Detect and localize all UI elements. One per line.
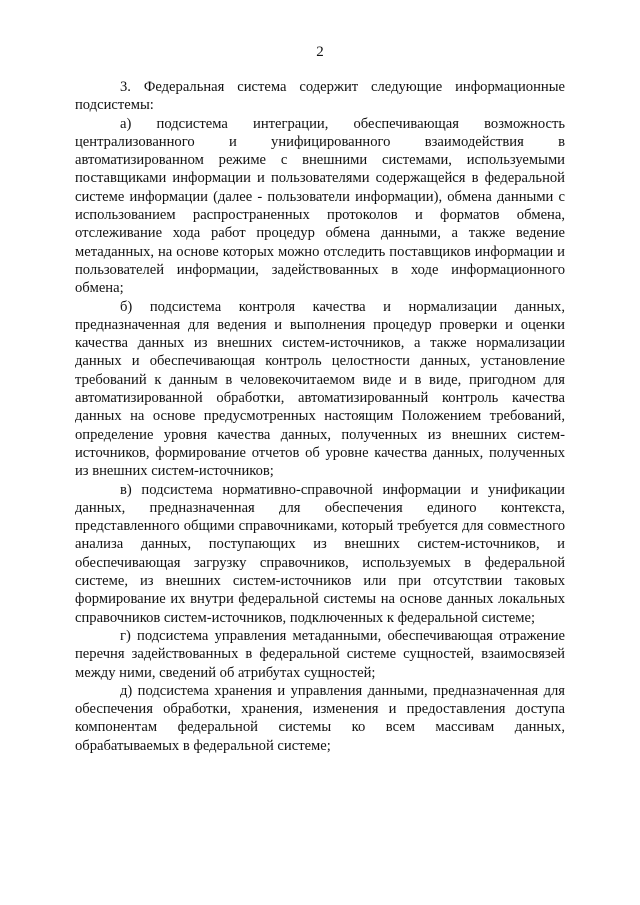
page-number: 2 xyxy=(316,44,324,60)
document-body xyxy=(75,78,565,755)
paragraph-subsystem-a-integration: а) подсистема интеграции, обеспечивающая возможность централизованного и унифицированного взаимодействия в автоматизированном режиме с внешними системами, используемыми поставщиками информации и пользователями содержащейся в федеральной системе информации (далее - пользователи информации), обмена данными с использованием распространенных протоколов и форматов обмена, отслеживание хода работ процедур обмена данными, а также ведение метаданных, на основе которых можно отследить поставщиков информации и пользователей информации, задействованных в ходе информационного обмена; xyxy=(75,115,565,297)
paragraph-subsystem-v-reference-info: в) подсистема нормативно-справочной информации и унификации данных, предназначенная для обеспечения единого контекста, представленного общими справочниками, который требуется для совместного анализа данных, поступающих из внешних систем-источников, и обеспечивающая загрузку справочников, используемых в федеральной системе, из внешних систем-источников или при отсутствии таковых формирование их внутри федеральной системы на основе данных локальных справочников систем-источников, подключенных к федеральной системе; xyxy=(75,481,565,626)
paragraph-subsystem-g-metadata: г) подсистема управления метаданными, обеспечивающая отражение перечня задействованных в федеральной системе сущностей, взаимосвязей между ними, сведений об атрибутах сущностей; xyxy=(75,627,565,681)
paragraph-section-3-intro: 3. Федеральная система содержит следующие информационные подсистемы: xyxy=(75,79,565,114)
paragraph-subsystem-b-quality-control: б) подсистема контроля качества и нормализации данных, предназначенная для ведения и выполнения процедур проверки и оценки качества данных из внешних систем-источников, а также нормализации данных и обеспечивающая контроль целостности данных, установление требований к данным в человекочитаемом виде и в виде, пригодном для автоматизированной обработки, автоматизированный контроль качества данных на основе предусмотренных настоящим Положением требований, определение уровня качества данных, полученных из внешних систем-источников, формирование отчетов об уровне качества данных, полученных из внешних систем-источников; xyxy=(75,298,565,480)
paragraph-subsystem-d-storage: д) подсистема хранения и управления данными, предназначенная для обеспечения обработки, хранения, изменения и предоставления доступа компонентам федеральной системы ко всем массивам данных, обрабатываемых в федеральной системе; xyxy=(75,682,565,754)
